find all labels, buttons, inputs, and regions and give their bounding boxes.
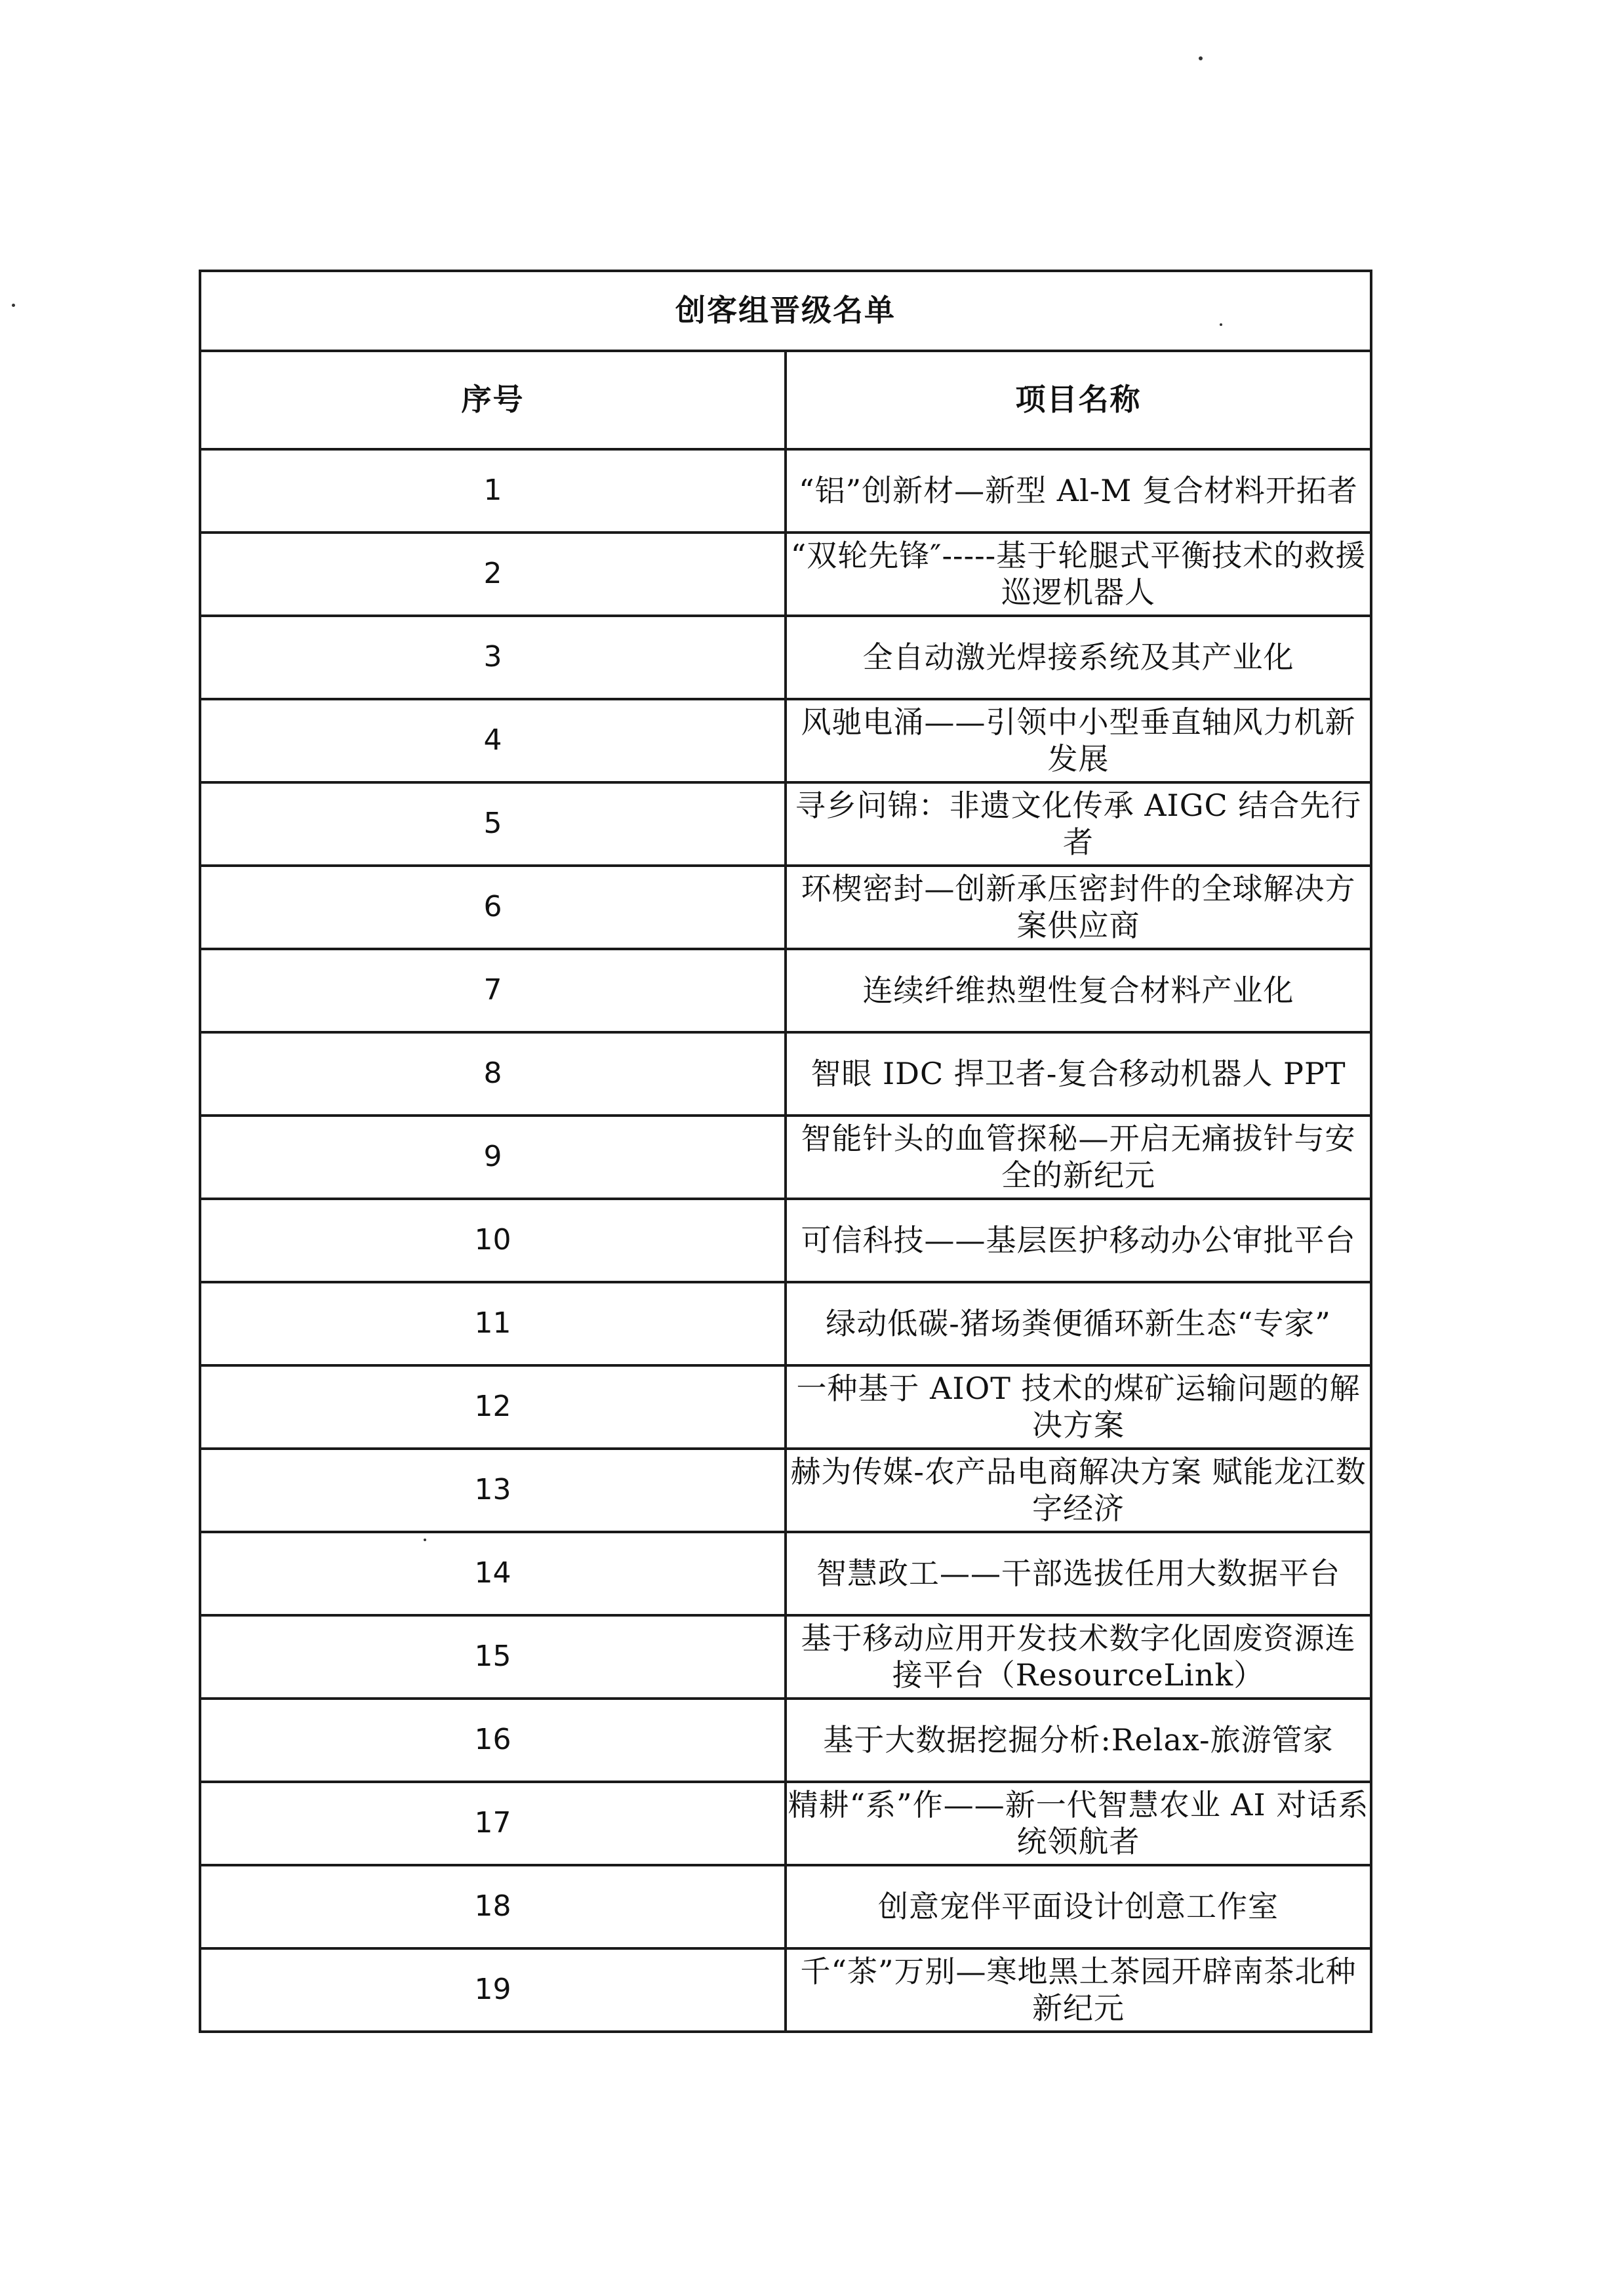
- promotion-list-table: [199, 270, 1372, 2033]
- project-name: 创意宠伴平面设计创意工作室: [786, 1865, 1371, 1948]
- table-row: [200, 1199, 1371, 1282]
- table-row: [200, 1365, 1371, 1449]
- row-number: 12: [200, 1365, 786, 1449]
- project-name: 赫为传媒-农产品电商解决方案 赋能龙江数字经济: [786, 1449, 1371, 1532]
- row-number: 13: [200, 1449, 786, 1532]
- table-row: [200, 1699, 1371, 1782]
- table-row: [200, 449, 1371, 533]
- row-number: 8: [200, 1032, 786, 1116]
- header-number: 序号: [200, 351, 786, 449]
- row-number: 2: [200, 533, 786, 616]
- project-name: 智慧政工——干部选拔任用大数据平台: [786, 1532, 1371, 1615]
- project-name: 绿动低碳-猪场粪便循环新生态“专家”: [786, 1282, 1371, 1365]
- table-row: [200, 1116, 1371, 1199]
- row-number: 11: [200, 1282, 786, 1365]
- table-row: [200, 1449, 1371, 1532]
- table-title-row: [200, 271, 1371, 351]
- table-row: [200, 1865, 1371, 1948]
- row-number: 3: [200, 616, 786, 699]
- row-number: 14: [200, 1532, 786, 1615]
- scan-speck: [1199, 56, 1203, 60]
- row-number: 9: [200, 1116, 786, 1199]
- row-number: 7: [200, 949, 786, 1032]
- table-row: [200, 1532, 1371, 1615]
- scan-speck: [12, 304, 15, 307]
- row-number: 17: [200, 1782, 786, 1865]
- row-number: 4: [200, 699, 786, 782]
- project-name: 环楔密封—创新承压密封件的全球解决方案供应商: [786, 866, 1371, 949]
- project-name: 智眼 IDC 捍卫者-复合移动机器人 PPT: [786, 1032, 1371, 1116]
- table-row: [200, 1782, 1371, 1865]
- table-row: [200, 533, 1371, 616]
- table-row: [200, 1948, 1371, 2032]
- row-number: 6: [200, 866, 786, 949]
- project-name: 连续纤维热塑性复合材料产业化: [786, 949, 1371, 1032]
- row-number: 5: [200, 782, 786, 866]
- project-name: 基于大数据挖掘分析:Relax-旅游管家: [786, 1699, 1371, 1782]
- table-title: 创客组晋级名单: [200, 271, 1371, 351]
- project-name: 全自动激光焊接系统及其产业化: [786, 616, 1371, 699]
- row-number: 10: [200, 1199, 786, 1282]
- table-row: [200, 866, 1371, 949]
- row-number: 18: [200, 1865, 786, 1948]
- table-row: [200, 1032, 1371, 1116]
- project-name: “双轮先锋″-----基于轮腿式平衡技术的救援巡逻机器人: [786, 533, 1371, 616]
- row-number: 19: [200, 1948, 786, 2032]
- table-row: [200, 1615, 1371, 1699]
- row-number: 1: [200, 449, 786, 533]
- project-name: 精耕“系”作——新一代智慧农业 AI 对话系统领航者: [786, 1782, 1371, 1865]
- header-project-name: 项目名称: [786, 351, 1371, 449]
- project-name: 风驰电涌——引领中小型垂直轴风力机新发展: [786, 699, 1371, 782]
- table-row: [200, 699, 1371, 782]
- table-row: [200, 1282, 1371, 1365]
- table-row: [200, 616, 1371, 699]
- table-row: [200, 949, 1371, 1032]
- project-name: 千“茶”万别—寒地黑土茶园开辟南茶北种新纪元: [786, 1948, 1371, 2032]
- project-name: 一种基于 AIOT 技术的煤矿运输问题的解决方案: [786, 1365, 1371, 1449]
- project-name: 可信科技——基层医护移动办公审批平台: [786, 1199, 1371, 1282]
- project-name: “铝”创新材—新型 Al-M 复合材料开拓者: [786, 449, 1371, 533]
- table-header-row: [200, 351, 1371, 449]
- table-row: [200, 782, 1371, 866]
- project-name: 寻乡问锦：非遗文化传承 AIGC 结合先行者: [786, 782, 1371, 866]
- project-name: 基于移动应用开发技术数字化固废资源连接平台（ResourceLink）: [786, 1615, 1371, 1699]
- project-name: 智能针头的血管探秘—开启无痛拔针与安全的新纪元: [786, 1116, 1371, 1199]
- row-number: 16: [200, 1699, 786, 1782]
- row-number: 15: [200, 1615, 786, 1699]
